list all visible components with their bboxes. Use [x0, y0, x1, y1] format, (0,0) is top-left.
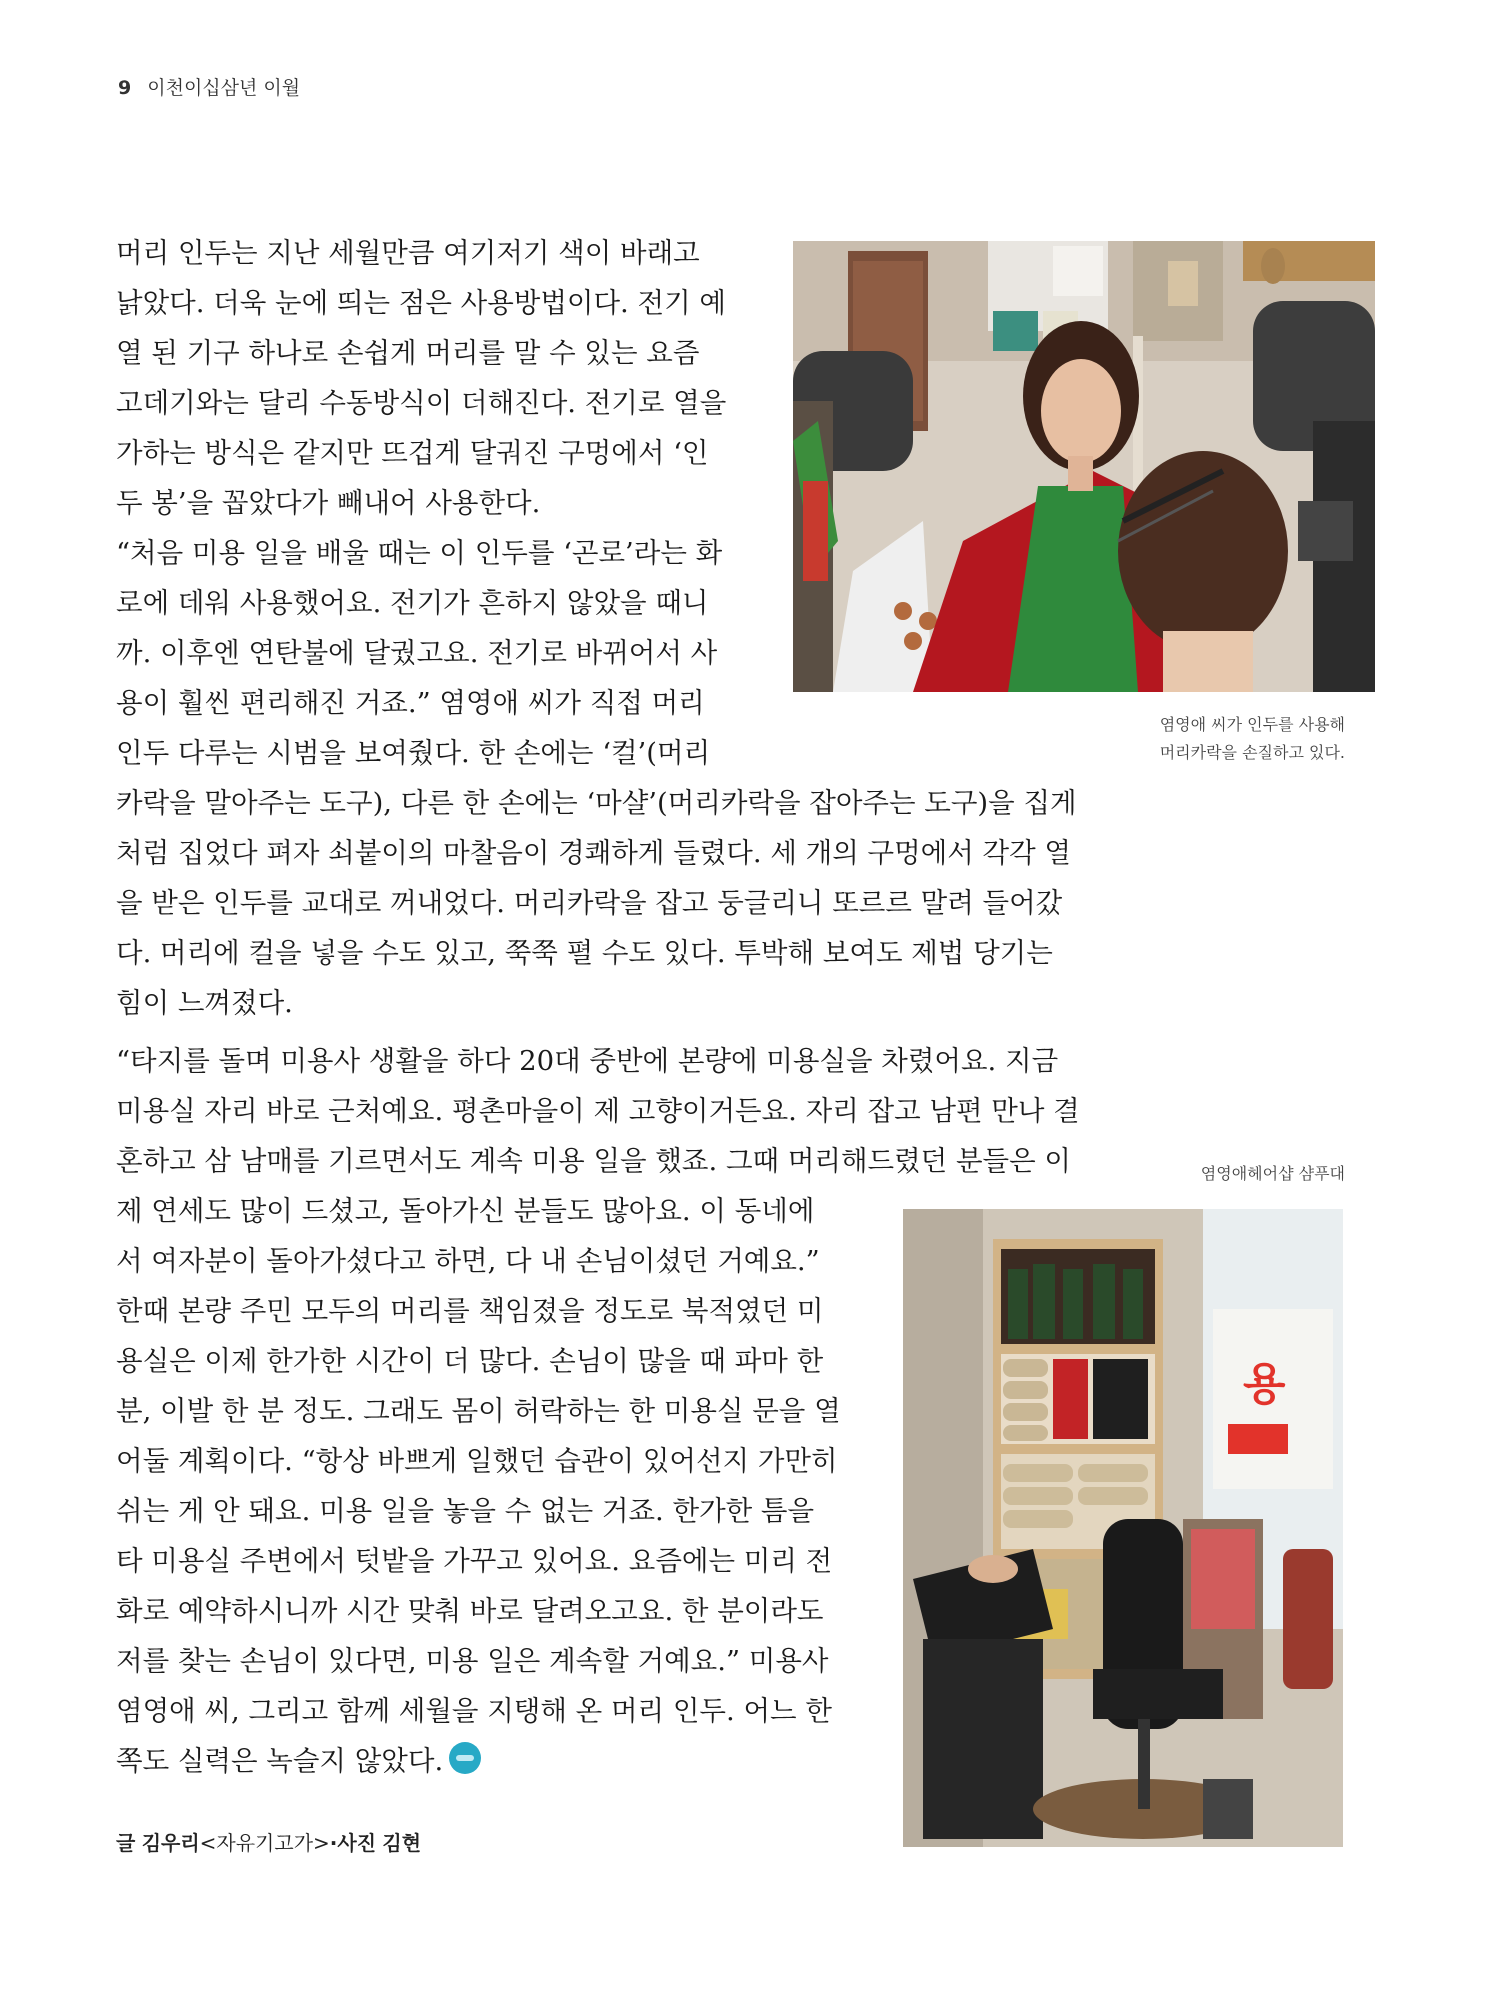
- byline-text-label: 글: [116, 1831, 136, 1855]
- byline-photographer: 김현: [382, 1831, 422, 1855]
- body-line: 열 된 기구 하나로 손쉽게 머리를 말 수 있는 요즘: [116, 337, 700, 369]
- body-line: 타 미용실 주변에서 텃밭을 가꾸고 있어요. 요즘에는 미리 전: [116, 1545, 833, 1577]
- photo2-caption: 염영애헤어샵 샴푸대: [1200, 1164, 1345, 1183]
- body-line: 머리 인두는 지난 세월만큼 여기저기 색이 바래고: [116, 237, 700, 269]
- photo1-caption-line2: 머리카락을 손질하고 있다.: [1159, 743, 1345, 762]
- body-line: 용실은 이제 한가한 시간이 더 많다. 손님이 많을 때 파마 한: [116, 1345, 824, 1377]
- body-line: 두 봉’을 꼽았다가 빼내어 사용한다.: [116, 487, 541, 519]
- issue-date: 이천이십삼년 이월: [147, 77, 301, 99]
- body-line: 가하는 방식은 같지만 뜨겁게 달궈진 구멍에서 ‘인: [116, 437, 709, 469]
- body-line: 처럼 집었다 펴자 쇠붙이의 마찰음이 경쾌하게 들렸다. 세 개의 구멍에서 각각 열: [116, 837, 1071, 869]
- photo-shampoo-station: [903, 1209, 1343, 1847]
- body-line: 을 받은 인두를 교대로 꺼내었다. 머리카락을 잡고 둥글리니 또르르 말려 들어갔: [116, 887, 1063, 919]
- body-line: 까. 이후엔 연탄불에 달궜고요. 전기로 바뀌어서 사: [116, 637, 718, 669]
- body-line: 다. 머리에 컬을 넣을 수도 있고, 쭉쭉 펼 수도 있다. 투박해 보여도 제법 당기는: [116, 937, 1053, 969]
- body-line: 서 여자분이 돌아가셨다고 하면, 다 내 손님이셨던 거예요.”: [116, 1245, 820, 1277]
- page-header: [118, 73, 300, 100]
- photo-hairdresser-image: [793, 241, 1375, 692]
- byline-writer: 김우리: [141, 1831, 200, 1855]
- body-line: “처음 미용 일을 배울 때는 이 인두를 ‘곤로’라는 화: [116, 537, 723, 569]
- photo1-caption: [1160, 711, 1345, 767]
- body-line-last-text: 쪽도 실력은 녹슬지 않았다.: [116, 1745, 444, 1777]
- body-line: 쉬는 게 안 돼요. 미용 일을 놓을 수 없는 거죠. 한가한 틈을: [116, 1495, 815, 1527]
- body-line: 힘이 느껴졌다.: [116, 987, 293, 1019]
- body-line: 카락을 말아주는 도구), 다른 한 손에는 ‘마샬’(머리카락을 잡아주는 도구)을 집게: [116, 787, 1077, 819]
- body-line-last: [116, 1736, 481, 1786]
- byline: [116, 1827, 421, 1856]
- byline-photo-label: ·사진: [329, 1831, 377, 1855]
- body-line: 어둘 계획이다. “항상 바쁘게 일했던 습관이 있어선지 가만히: [116, 1445, 838, 1477]
- body-line: 미용실 자리 바로 근처예요. 평촌마을이 제 고향이거든요. 자리 잡고 남편 만나 결: [116, 1095, 1080, 1127]
- byline-writer-role: <자유기고가>: [199, 1831, 330, 1855]
- body-line: 용이 훨씬 편리해진 거죠.” 염영애 씨가 직접 머리: [116, 687, 705, 719]
- shop-sign-text: 용: [1243, 1359, 1286, 1410]
- body-line: 로에 데워 사용했어요. 전기가 흔하지 않았을 때니: [116, 587, 709, 619]
- body-line: 제 연세도 많이 드셨고, 돌아가신 분들도 많아요. 이 동네에: [116, 1195, 815, 1227]
- photo-shampoo-station-image: [903, 1209, 1343, 1847]
- body-line: 한때 본량 주민 모두의 머리를 책임졌을 정도로 북적였던 미: [116, 1295, 824, 1327]
- body-line: 낡았다. 더욱 눈에 띄는 점은 사용방법이다. 전기 예: [116, 287, 726, 319]
- body-line: 혼하고 삼 남매를 기르면서도 계속 미용 일을 했죠. 그때 머리해드렸던 분들은 이: [116, 1145, 1071, 1177]
- body-line: “타지를 돌며 미용사 생활을 하다 20대 중반에 본량에 미용실을 차렸어요. 지금: [116, 1045, 1059, 1077]
- page-number: 9: [118, 77, 132, 99]
- body-line: 화로 예약하시니까 시간 맞춰 바로 달려오고요. 한 분이라도: [116, 1595, 824, 1627]
- end-mark-icon: [449, 1742, 481, 1774]
- photo-hairdresser: [793, 241, 1375, 692]
- body-line: 인두 다루는 시범을 보여줬다. 한 손에는 ‘컬’(머리: [116, 737, 711, 769]
- body-line: 저를 찾는 손님이 있다면, 미용 일은 계속할 거예요.” 미용사: [116, 1645, 829, 1677]
- photo1-caption-line1: 염영애 씨가 인두를 사용해: [1159, 715, 1345, 734]
- body-line: 분, 이발 한 분 정도. 그래도 몸이 허락하는 한 미용실 문을 열: [116, 1395, 841, 1427]
- body-line: 염영애 씨, 그리고 함께 세월을 지탱해 온 머리 인두. 어느 한: [116, 1695, 832, 1727]
- body-line: 고데기와는 달리 수동방식이 더해진다. 전기로 열을: [116, 387, 727, 419]
